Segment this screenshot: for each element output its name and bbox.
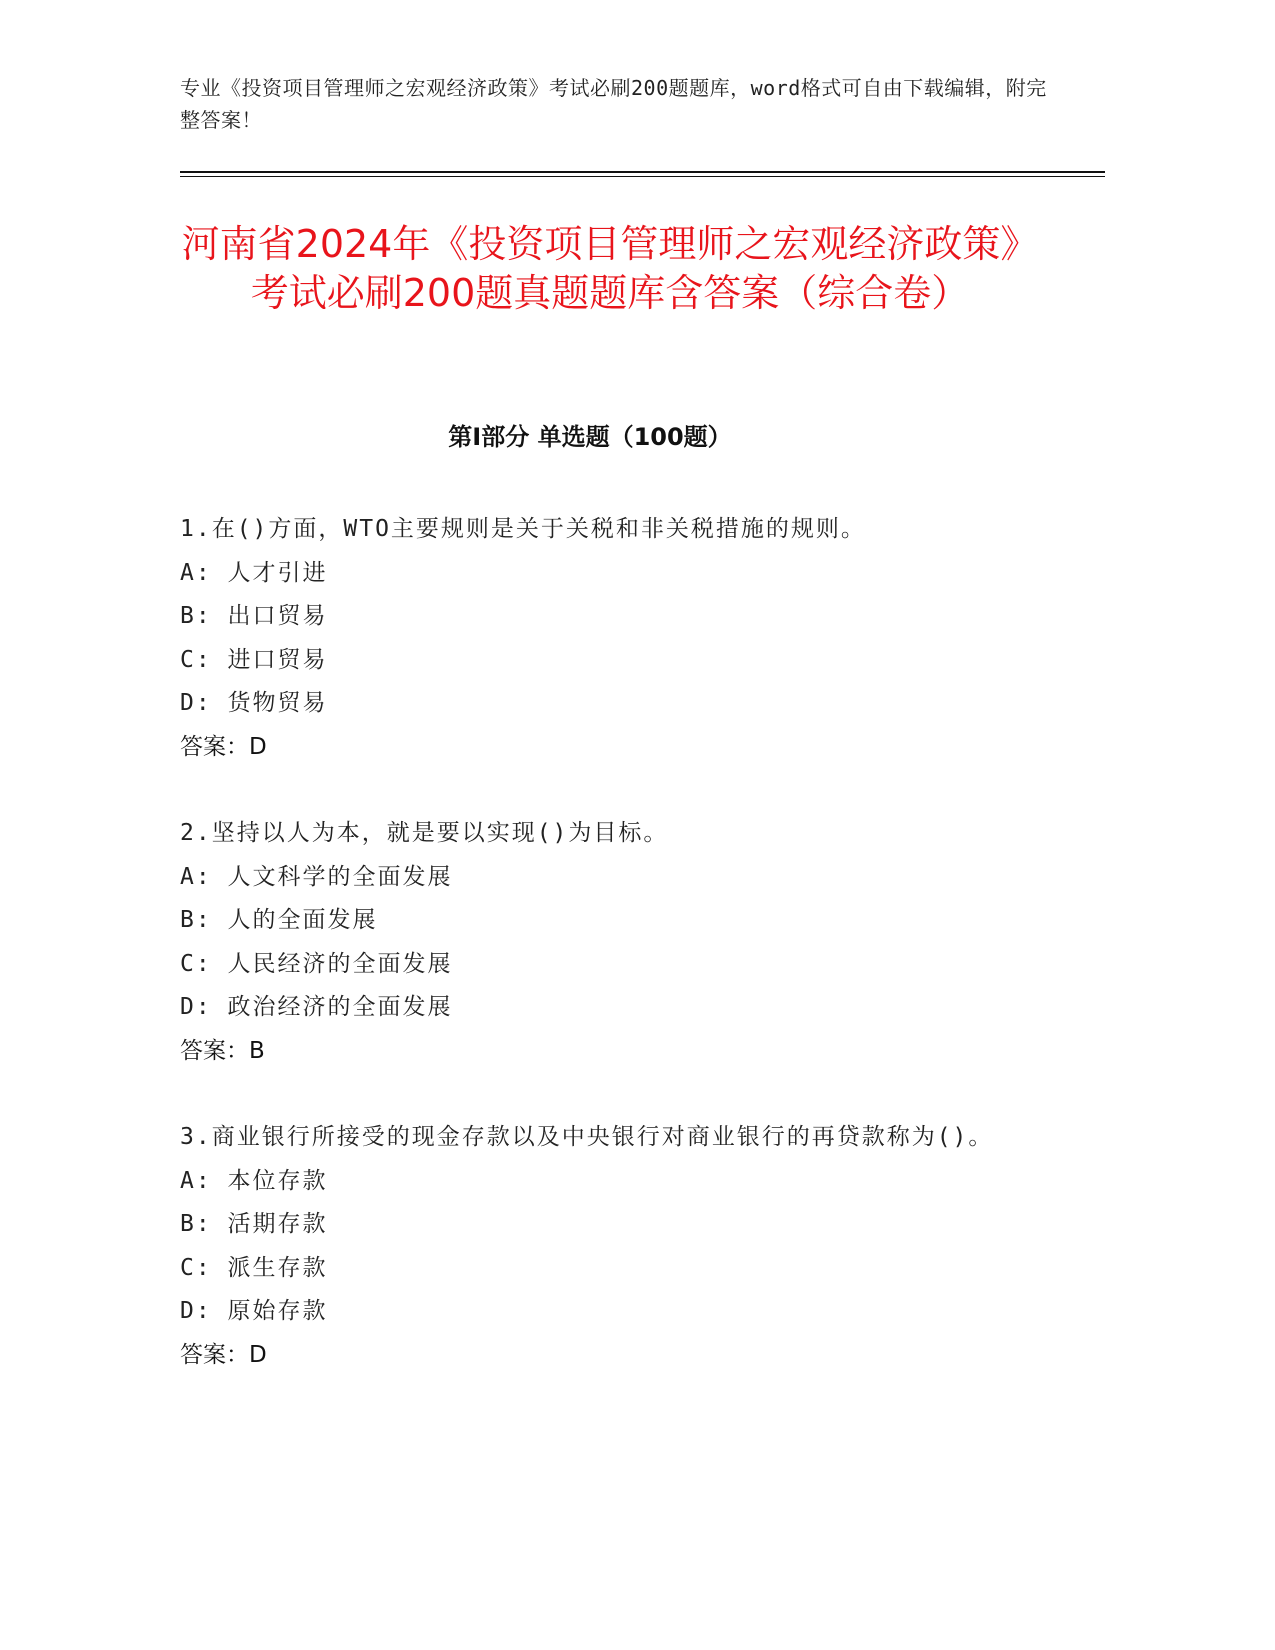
option-d: D: 政治经济的全面发展 <box>180 994 453 1020</box>
option-d: D: 原始存款 <box>180 1298 328 1324</box>
option-b: B: 出口贸易 <box>180 603 328 629</box>
option-a: A: 人文科学的全面发展 <box>180 863 453 890</box>
question-1 <box>180 508 1030 769</box>
option-a: A: 人才引进 <box>180 559 328 586</box>
option-d: D: 货物贸易 <box>180 690 328 716</box>
header-divider-thin <box>180 176 1105 177</box>
option-b: B: 人的全面发展 <box>180 907 378 933</box>
header-note: 专业《投资项目管理师之宏观经济政策》考试必刷200题题库，word格式可自由下载编辑，附完整答案！ <box>180 76 1047 132</box>
option-c: C: 人民经济的全面发展 <box>180 950 453 977</box>
document-title: 河南省2024年《投资项目管理师之宏观经济政策》考试必刷200题真题题库含答案（综合卷） <box>181 222 1039 315</box>
answer-line: 答案：B <box>180 1037 265 1064</box>
question-stem: 3.商业银行所接受的现金存款以及中央银行对商业银行的再贷款称为()。 <box>180 1124 994 1150</box>
section-heading: 第I部分 单选题（100题） <box>448 423 732 451</box>
question-list <box>180 508 1030 1420</box>
question-stem: 2.坚持以人为本，就是要以实现()为目标。 <box>180 820 669 846</box>
option-b: B: 活期存款 <box>180 1211 328 1237</box>
question-3 <box>180 1116 1030 1377</box>
question-stem: 1.在()方面，WTO主要规则是关于关税和非关税措施的规则。 <box>180 516 866 542</box>
option-c: C: 派生存款 <box>180 1254 328 1281</box>
answer-line: 答案：D <box>180 733 267 760</box>
answer-line: 答案：D <box>180 1341 267 1368</box>
header-divider-thick <box>180 171 1105 173</box>
option-a: A: 本位存款 <box>180 1167 328 1194</box>
option-c: C: 进口贸易 <box>180 646 328 673</box>
question-2 <box>180 812 1030 1073</box>
